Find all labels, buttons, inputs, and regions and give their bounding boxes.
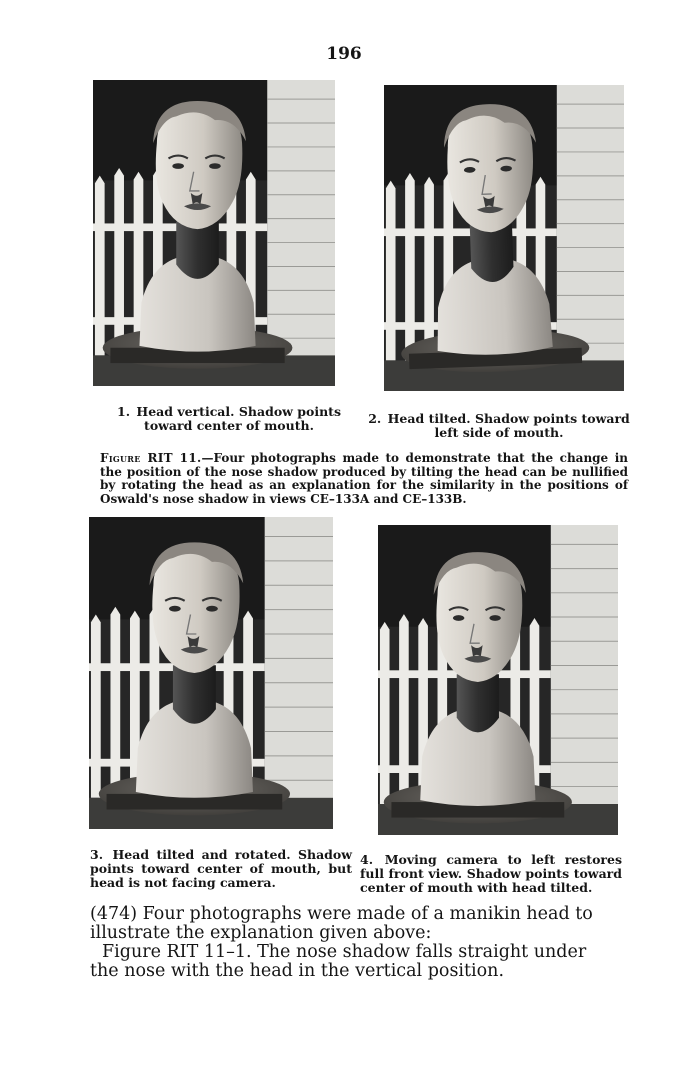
- figure-text: —Four photographs made to demonstrate that the change in the position of the nose shadow produced by tilting the head can be nullified by rotating the head as an explanation for the similarity in the positions of Oswald's nose shadow in views CE–133A and CE–133B.: [100, 451, 629, 506]
- paragraph-474: (474) Four photographs were made of a manikin head to illustrate the explanation given above:: [90, 904, 593, 943]
- figure-caption: [100, 452, 628, 506]
- mannequin-photo-head-vertical: [93, 80, 335, 386]
- photo-2-caption: 2. Head tilted. Shadow points toward left side of mouth.: [368, 411, 630, 440]
- figure-label: Figure RIT 11.: [100, 451, 202, 465]
- photo-1-caption: 1. Head vertical. Shadow points toward center of mouth.: [117, 404, 341, 433]
- page-number: 196: [326, 44, 362, 64]
- mannequin-photo-head-tilted-rotated: [89, 517, 333, 829]
- photo-3: [89, 517, 333, 829]
- photo-3-caption: 3. Head tilted and rotated. Shadow points toward center of mouth, but head is not facing camera.: [90, 847, 352, 890]
- mannequin-photo-head-tilted: [384, 85, 624, 391]
- photo-1: [93, 80, 335, 386]
- body-text: [90, 905, 620, 981]
- photo-4: [378, 525, 618, 835]
- photo-4-caption: 4. Moving camera to left restores full front view. Shadow points toward center of mouth with head tilted.: [360, 852, 622, 895]
- photo-2: [384, 85, 624, 391]
- paragraph-figure-rit-11-1: Figure RIT 11–1. The nose shadow falls straight under the nose with the head in the vertical position.: [90, 942, 587, 981]
- mannequin-photo-camera-moved-left: [378, 525, 618, 835]
